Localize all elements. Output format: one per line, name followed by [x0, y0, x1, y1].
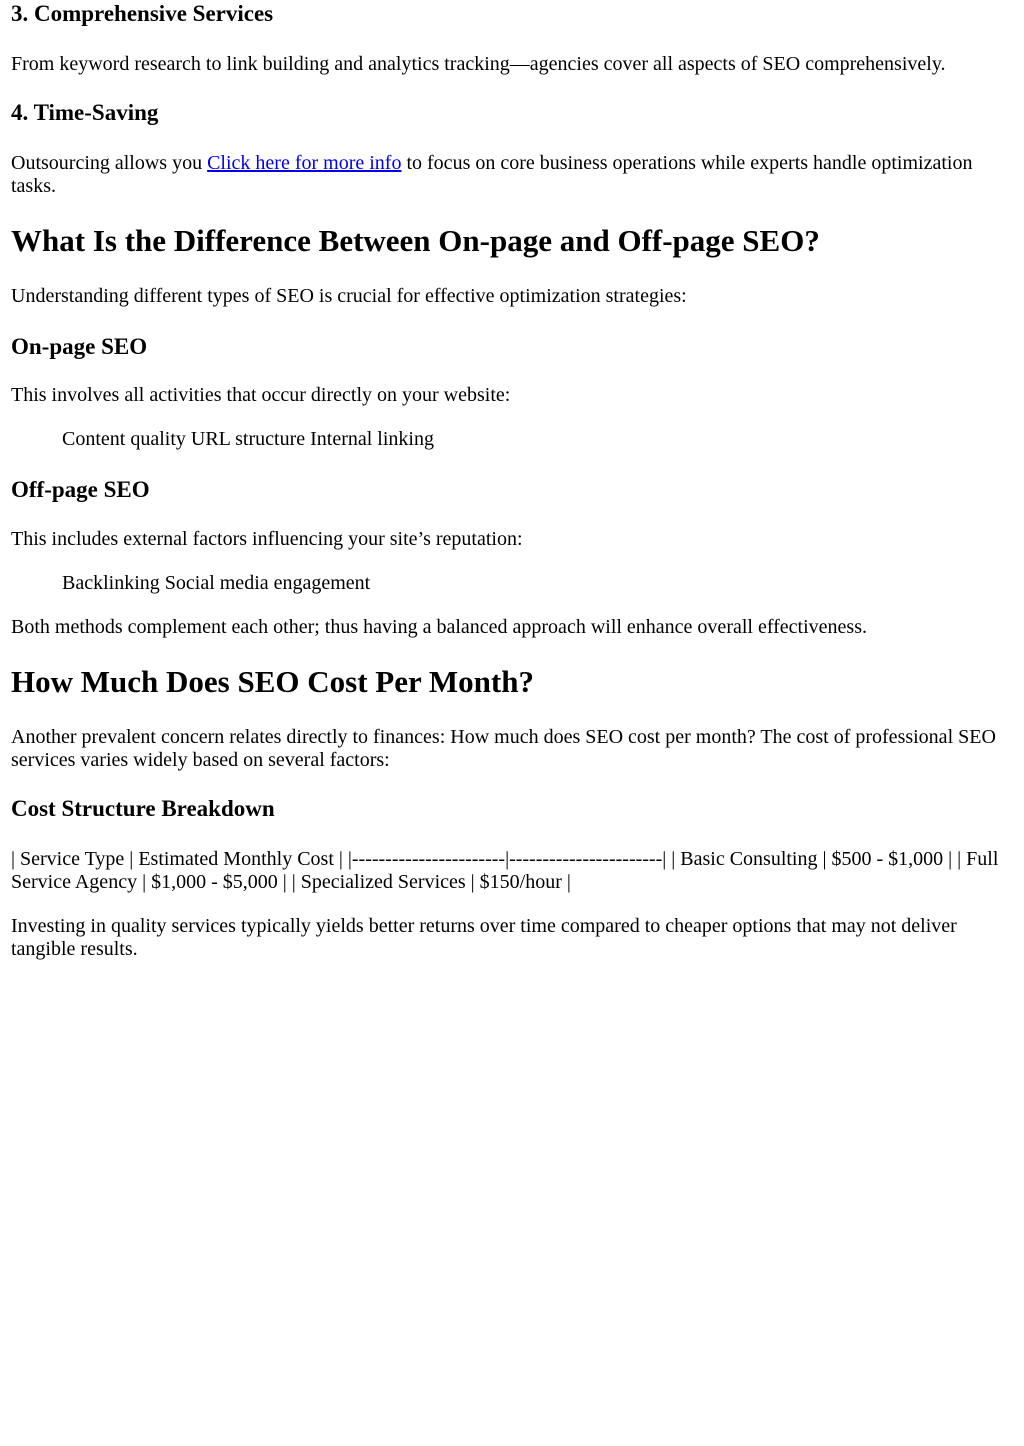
paragraph-offpage-seo: This includes external factors influencing your site’s reputation: — [11, 528, 523, 550]
time-saving-text-after: to focus on core business operations while experts handle optimization tasks. — [11, 152, 973, 197]
paragraph-comprehensive-services: From keyword research to link building and analytics tracking—agencies cover all aspects of SEO comprehensively. — [11, 53, 946, 75]
heading-seo-cost: How Much Does SEO Cost Per Month? — [11, 664, 534, 699]
heading-comprehensive-services: 3. Comprehensive Services — [11, 1, 274, 26]
paragraph-difference-intro: Understanding different types of SEO is crucial for effective optimization strategies: — [11, 285, 687, 307]
paragraph-time-saving — [11, 152, 1011, 198]
more-info-link[interactable]: Click here for more info — [207, 152, 402, 174]
list-onpage-items: Content quality URL structure Internal linking — [62, 428, 434, 450]
time-saving-text-before: Outsourcing allows you — [11, 152, 208, 174]
heading-offpage-seo: Off-page SEO — [11, 477, 150, 502]
paragraph-cost-intro: Another prevalent concern relates directly to finances: How much does SEO cost per month? The cost of professional SEO services varies widely based on several factors: — [11, 726, 996, 771]
paragraph-difference-conclusion: Both methods complement each other; thus having a balanced approach will enhance overall effectiveness. — [11, 616, 867, 638]
paragraph-onpage-seo: This involves all activities that occur directly on your website: — [11, 384, 511, 406]
paragraph-cost-table: | Service Type | Estimated Monthly Cost | |-----------------------|-----------------------| | Basic Consulting | $500 - $1,000 | | Full Service Agency | $1,000 - $5,000 | | Specialized Services | $150/hour | — [11, 848, 999, 893]
heading-cost-breakdown: Cost Structure Breakdown — [11, 796, 275, 821]
paragraph-cost-closing: Investing in quality services typically yields better returns over time compared to cheaper options that may not deliver tangible results. — [11, 915, 957, 960]
heading-onpage-offpage-difference: What Is the Difference Between On-page and Off-page SEO? — [11, 223, 820, 258]
list-offpage-items: Backlinking Social media engagement — [62, 572, 371, 594]
heading-onpage-seo: On-page SEO — [11, 334, 148, 359]
heading-time-saving: 4. Time-Saving — [11, 100, 159, 125]
